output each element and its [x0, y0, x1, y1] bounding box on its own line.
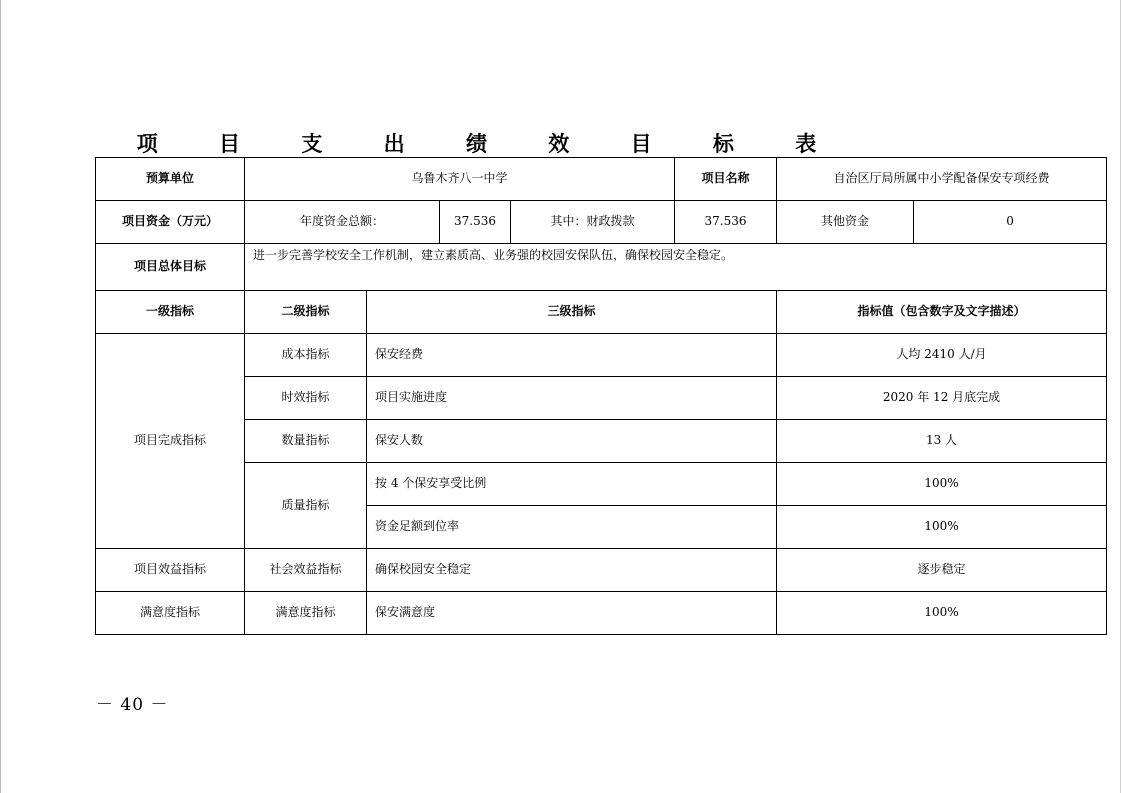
level2-cell: 社会效益指标: [245, 549, 367, 592]
level2-cell: 成本指标: [245, 334, 367, 377]
benefit-indicator-label: 项目效益指标: [96, 549, 245, 592]
column-header-level3: 三级指标: [367, 291, 777, 334]
level3-cell: 按 4 个保安享受比例: [367, 463, 777, 506]
budget-unit-row: [96, 158, 1107, 201]
value-cell: 逐步稳定: [777, 549, 1107, 592]
level3-cell: 保安满意度: [367, 592, 777, 635]
table-row: [96, 463, 1107, 506]
other-funds-label: 其他资金: [777, 201, 914, 244]
completion-indicator-label: 项目完成指标: [96, 334, 245, 549]
annual-total-value: 37.536: [440, 201, 511, 244]
column-header-level1: 一级指标: [96, 291, 245, 334]
value-cell: 13 人: [777, 420, 1107, 463]
column-header-row: [96, 291, 1107, 334]
budget-unit-label: 预算单位: [96, 158, 245, 201]
value-cell: 人均 2410 人/月: [777, 334, 1107, 377]
value-cell: 100%: [777, 463, 1107, 506]
column-header-value: 指标值（包含数字及文字描述）: [777, 291, 1107, 334]
value-cell: 2020 年 12 月底完成: [777, 377, 1107, 420]
overall-goal-label: 项目总体目标: [96, 244, 245, 291]
page-edge-left: [0, 0, 1, 793]
table-row: [96, 377, 1107, 420]
project-name-label: 项目名称: [675, 158, 777, 201]
budget-unit-value: 乌鲁木齐八一中学: [245, 158, 675, 201]
value-cell: 100%: [777, 506, 1107, 549]
project-funds-label: 项目资金（万元）: [96, 201, 245, 244]
quality-indicator-label: 质量指标: [245, 463, 367, 549]
level3-cell: 保安人数: [367, 420, 777, 463]
table-row: [96, 420, 1107, 463]
table-row: [96, 334, 1107, 377]
project-name-value: 自治区厅局所属中小学配备保安专项经费: [777, 158, 1107, 201]
performance-target-table: [95, 157, 1107, 635]
satisfaction-row: [96, 592, 1107, 635]
level3-cell: 项目实施进度: [367, 377, 777, 420]
level3-cell: 保安经费: [367, 334, 777, 377]
column-header-level2: 二级指标: [245, 291, 367, 334]
level3-cell: 确保校园安全稳定: [367, 549, 777, 592]
level2-cell: 满意度指标: [245, 592, 367, 635]
overall-goal-row: [96, 244, 1107, 291]
level2-cell: 时效指标: [245, 377, 367, 420]
annual-total-label: 年度资金总额：: [245, 201, 440, 244]
fiscal-allocation-value: 37.536: [675, 201, 777, 244]
benefit-row: [96, 549, 1107, 592]
level3-cell: 资金足额到位率: [367, 506, 777, 549]
page-edge-right: [1120, 0, 1121, 793]
overall-goal-text: 进一步完善学校安全工作机制，建立素质高、业务强的校园安保队伍，确保校园安全稳定。: [245, 244, 1107, 291]
document-title: 项 目 支 出 绩 效 目 标 表: [136, 132, 844, 156]
fiscal-allocation-label: 其中：财政拨款: [511, 201, 675, 244]
value-cell: 100%: [777, 592, 1107, 635]
satisfaction-indicator-label: 满意度指标: [96, 592, 245, 635]
level2-cell: 数量指标: [245, 420, 367, 463]
project-funds-row: [96, 201, 1107, 244]
other-funds-value: 0: [914, 201, 1107, 244]
page-number: － 40 －: [96, 695, 169, 715]
